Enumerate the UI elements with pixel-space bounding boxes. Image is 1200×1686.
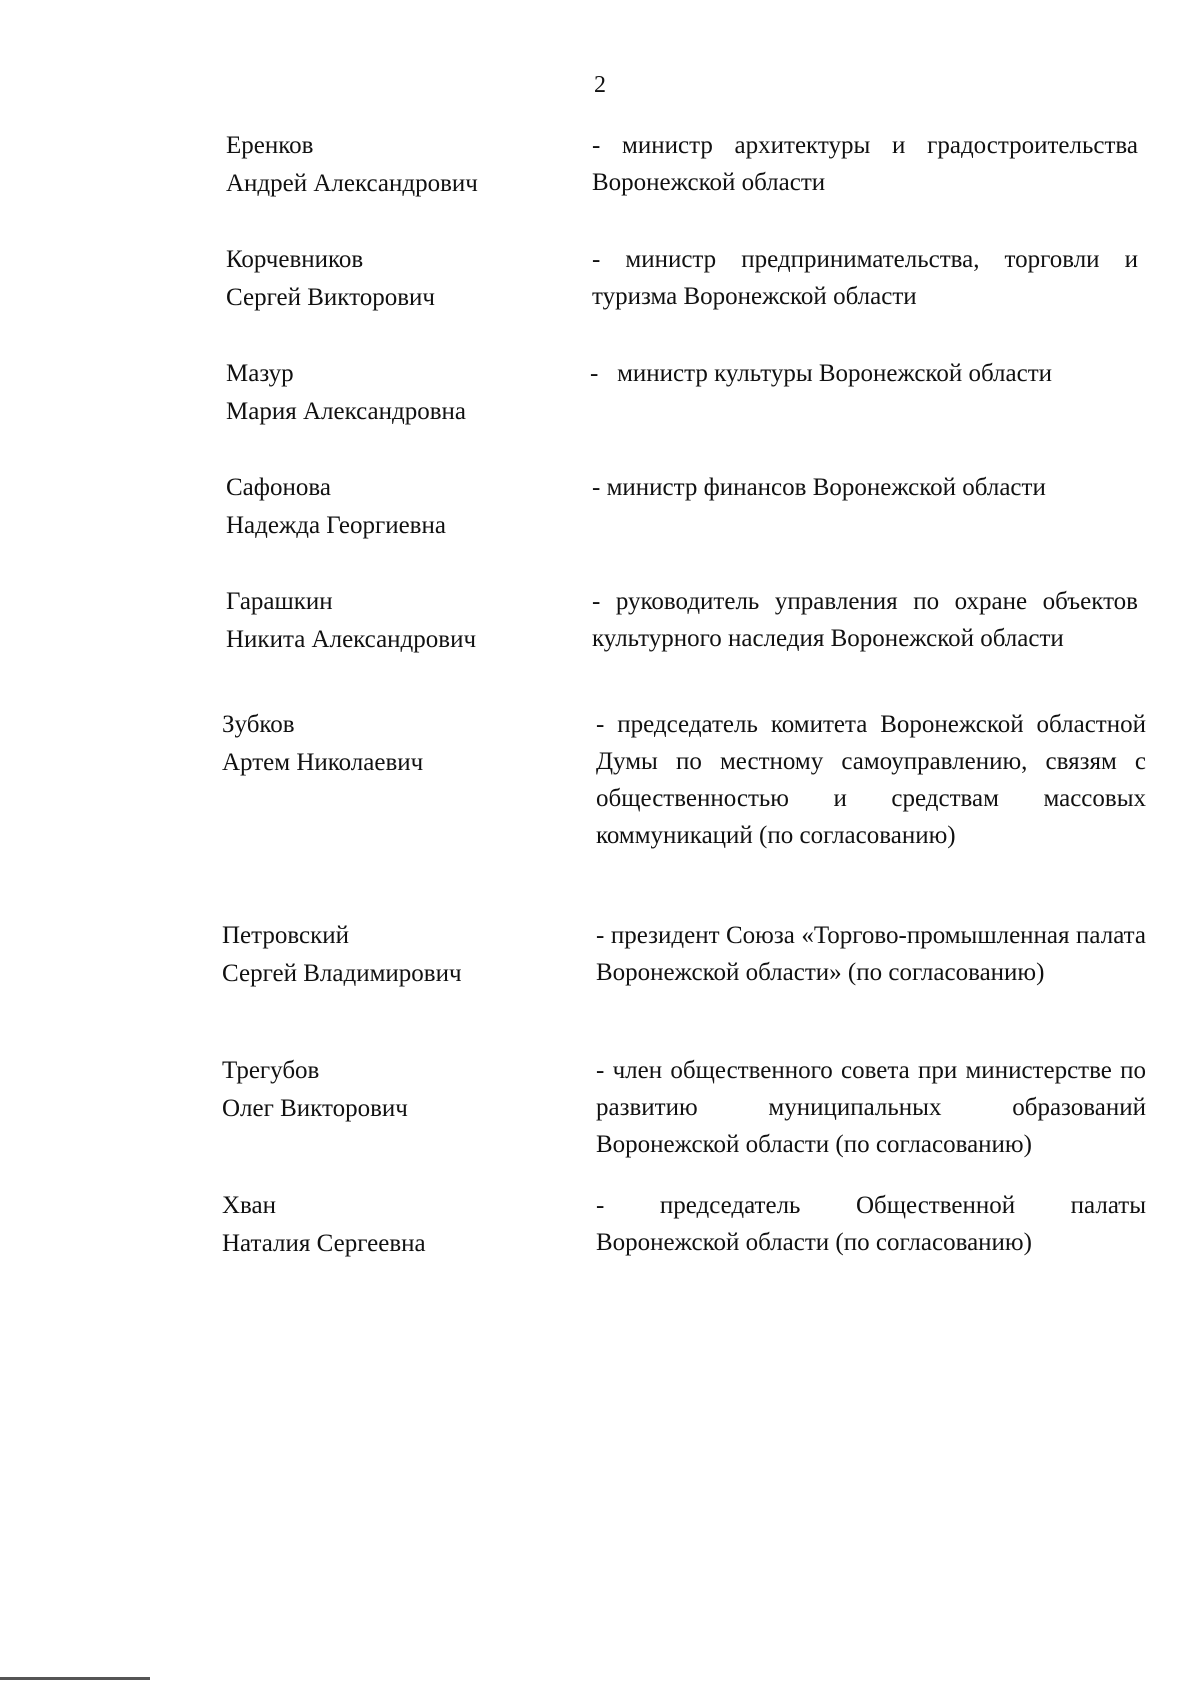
member-name <box>222 1187 426 1263</box>
member-name <box>222 917 462 993</box>
member-role: - председатель комитета Воронежской областной Думы по местному самоуправлению, связям с общественностью и средствам массовых коммуникаций (по согласованию) <box>596 711 1146 849</box>
member-given-name: Олег Викторович <box>222 1095 408 1122</box>
member-surname: Еренков <box>226 132 314 159</box>
member-surname: Хван <box>222 1192 277 1219</box>
footer-rule <box>0 1677 150 1680</box>
member-given-name: Надежда Георгиевна <box>226 512 446 539</box>
member-surname: Трегубов <box>222 1057 320 1084</box>
member-surname: Мазур <box>226 360 294 387</box>
member-name <box>222 1052 408 1128</box>
member-role: - министр архитектуры и градостроительства Воронежской области <box>592 132 1138 196</box>
member-name <box>222 706 423 782</box>
member-role: - руководитель управления по охране объектов культурного наследия Воронежской области <box>592 588 1138 652</box>
member-surname: Сафонова <box>226 474 331 501</box>
member-name <box>226 127 478 203</box>
page-number: 2 <box>594 72 606 98</box>
member-surname: Гарашкин <box>226 588 333 615</box>
member-surname: Зубков <box>222 711 295 738</box>
member-given-name: Артем Николаевич <box>222 749 424 776</box>
member-given-name: Наталия Сергеевна <box>222 1230 426 1257</box>
member-name <box>226 469 446 545</box>
member-surname: Петровский <box>222 922 350 949</box>
member-given-name: Андрей Александрович <box>226 170 478 197</box>
member-role: - председатель Общественной палаты Воронежской области (по согласованию) <box>596 1192 1146 1256</box>
member-name <box>226 583 476 659</box>
member-given-name: Сергей Викторович <box>226 284 435 311</box>
member-role: - президент Союза «Торгово-промышленная палата Воронежской области» (по согласованию) <box>596 922 1146 986</box>
member-role: - член общественного совета при министерстве по развитию муниципальных образований Воронежской области (по согласованию) <box>596 1057 1146 1158</box>
member-role: - министр предпринимательства, торговли и туризма Воронежской области <box>592 246 1138 310</box>
member-role: - министр культуры Воронежской области <box>590 360 1053 387</box>
member-name <box>226 241 435 317</box>
member-given-name: Сергей Владимирович <box>222 960 462 987</box>
member-role: - министр финансов Воронежской области <box>592 474 1046 501</box>
member-name <box>226 355 466 431</box>
member-surname: Корчевников <box>226 246 364 273</box>
member-given-name: Никита Александрович <box>226 626 477 653</box>
member-given-name: Мария Александровна <box>226 398 466 425</box>
